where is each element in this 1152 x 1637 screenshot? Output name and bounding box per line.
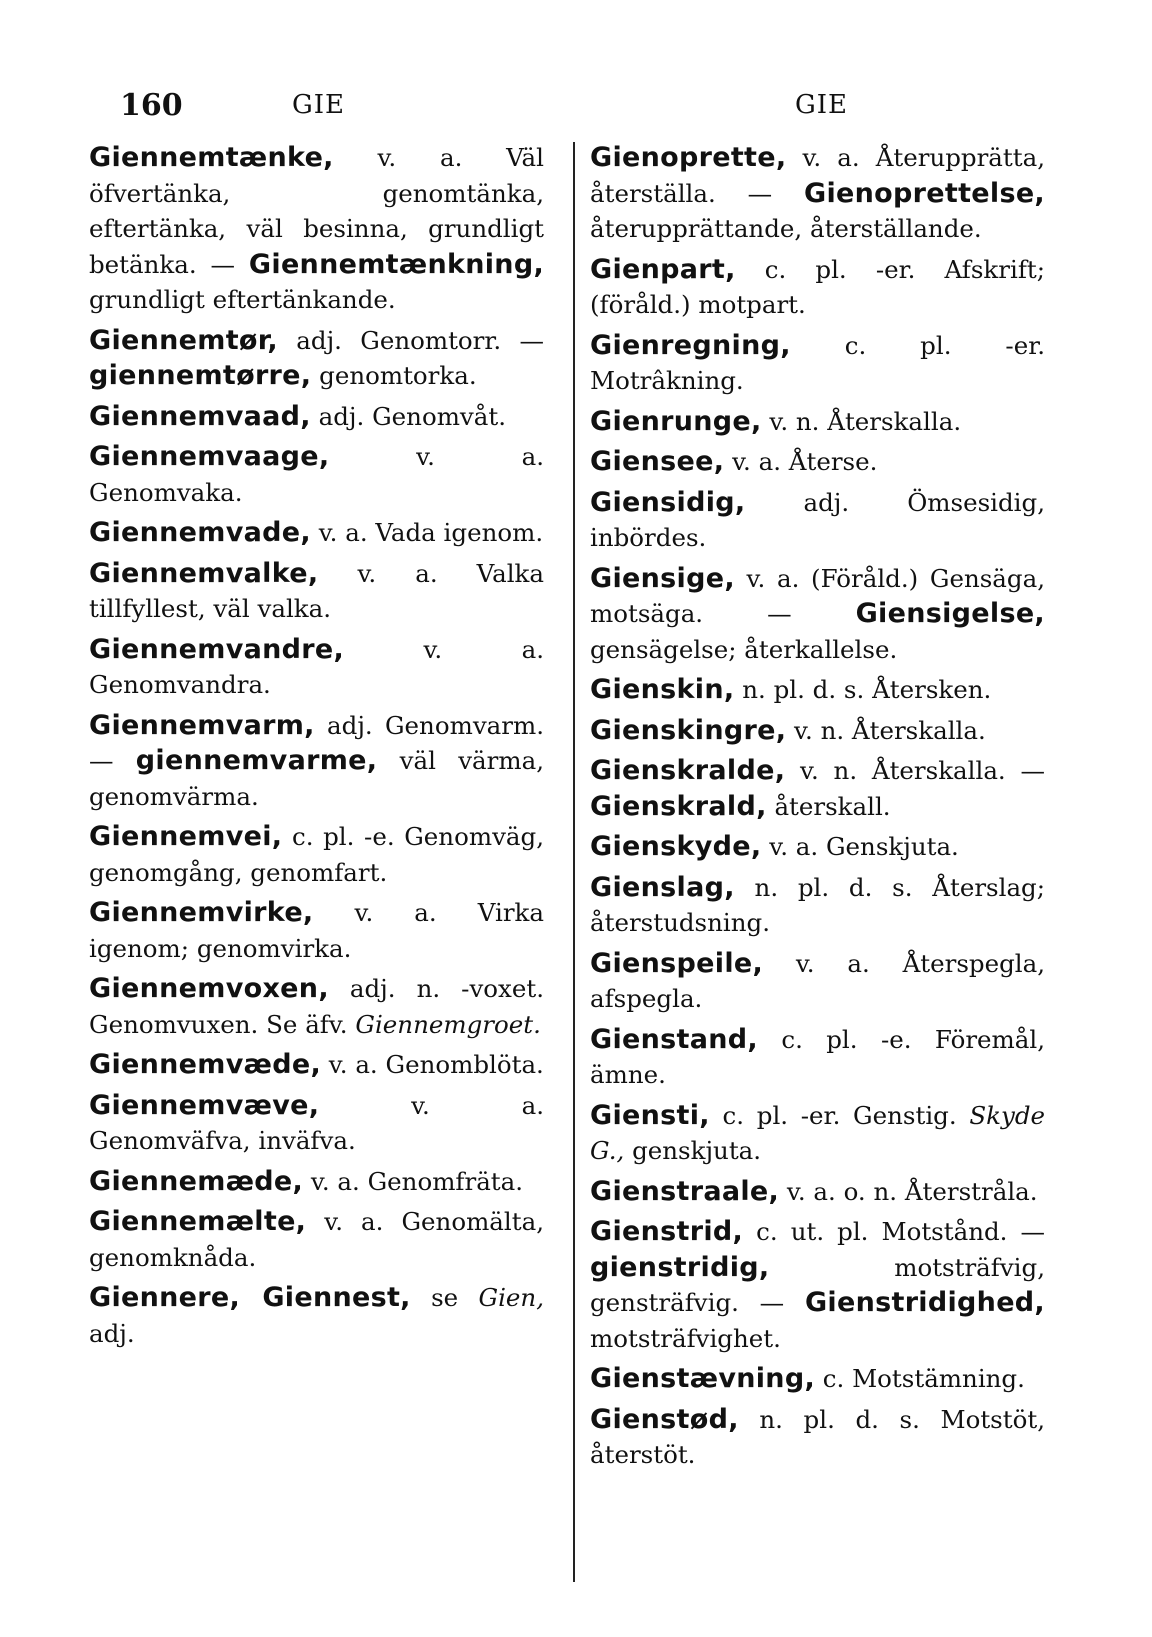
dictionary-entry — [89, 323, 544, 394]
headword: Gienstridighed, — [804, 1287, 1045, 1318]
definition-text: adj. Genomtorr. — — [277, 325, 544, 355]
definition-text: återskall. — [766, 791, 891, 821]
definition-text: v. a. Återse. — [724, 447, 878, 476]
left-column — [89, 140, 544, 1356]
definition-text: c. pl. -er. Motrâkning. — [590, 330, 1045, 395]
definition-text: n. pl. d. s. Återslag; återstudsning. — [590, 872, 1045, 937]
definition-text: v. a. Valka tillfyllest, väl valka. — [89, 558, 544, 623]
definition-text: v. n. Återskalla. — — [785, 756, 1045, 785]
definition-text: grundligt eftertänkande. — [89, 285, 396, 314]
definition-text: v. a. Väl öfvertänka, genomtänka, eftertänka, väl besinna, grundligt betänka. — — [89, 143, 544, 279]
definition-text: c. pl. -e. Genomväg, genomgång, genomfart. — [89, 822, 544, 887]
dictionary-entry — [590, 485, 1045, 556]
definition-text: gensägelse; återkallelse. — [590, 634, 898, 664]
headword: Gienstand, — [590, 1023, 758, 1055]
definition-text: återupprättande, återställande. — [590, 214, 982, 243]
headword: Giennemvaad, — [89, 400, 311, 432]
headword: Gienoprettelse, — [804, 177, 1045, 209]
definition-text: c. pl. -e. Föremål, ämne. — [590, 1024, 1045, 1089]
definition-text: v. a. o. n. Återstråla. — [779, 1176, 1038, 1206]
definition-text: v. n. Återskalla. — [786, 715, 986, 745]
headword: Gienpart, — [590, 253, 736, 285]
definition-text: v. a. Vada igenom. — [310, 518, 544, 547]
headword: Giennemvæve, — [89, 1089, 320, 1121]
dictionary-entry — [590, 1361, 1045, 1397]
dictionary-entry — [89, 1280, 544, 1351]
headword: Gienslag, — [590, 871, 735, 903]
right-column — [590, 140, 1045, 1478]
dictionary-entry — [89, 632, 544, 703]
definition-text: v. a. Genomvandra. — [89, 634, 544, 699]
dictionary-entry — [89, 971, 544, 1042]
headword: Giennemtænke, — [89, 142, 334, 173]
dictionary-entry — [89, 1204, 544, 1275]
italic-reference: Gien, — [478, 1283, 544, 1312]
dictionary-entry — [590, 713, 1045, 749]
definition-text: adj. Genomvarm. — — [89, 710, 544, 775]
dictionary-entry — [89, 439, 544, 510]
headword: Giensti, — [590, 1099, 710, 1131]
dictionary-entry — [89, 140, 544, 318]
headword: Giensigelse, — [855, 598, 1045, 629]
headword: Giennere, Giennest, — [89, 1282, 411, 1313]
definition-text: genomtorka. — [311, 361, 477, 390]
headword: Giennemvade, — [89, 517, 311, 548]
definition-text: väl värma, genomvärma. — [89, 746, 544, 811]
dictionary-entry — [590, 753, 1045, 824]
headword: gienstridig, — [590, 1251, 770, 1283]
dictionary-entry — [590, 946, 1045, 1017]
headword: Giennemælte, — [89, 1206, 307, 1237]
dictionary-entry — [590, 1402, 1045, 1473]
headword: Giensige, — [590, 562, 735, 594]
definition-text: v. a. Genomblöta. — [321, 1050, 544, 1079]
definition-text: v. a. Genomväfva, inväfva. — [89, 1090, 544, 1155]
definition-text: v. a. Genomfräta. — [303, 1166, 524, 1196]
dictionary-entry — [590, 140, 1045, 247]
definition-text: v. a. Återspegla, afspegla. — [590, 948, 1045, 1013]
headword: Giennemvei, — [89, 821, 283, 852]
headword: Gienstød, — [590, 1403, 739, 1435]
headword: Giennemvæde, — [89, 1049, 322, 1080]
left-guide-word: GIE — [292, 90, 346, 120]
italic-reference: Skyde G., — [590, 1100, 1045, 1165]
headword: Giennemvoxen, — [89, 973, 329, 1004]
headword: Giennemvandre, — [89, 633, 345, 665]
definition-text: v. n. Återskalla. — [761, 406, 962, 436]
dictionary-entry — [590, 829, 1045, 865]
definition-text: n. pl. d. s. Motstöt, återstöt. — [590, 1404, 1045, 1469]
dictionary-entry — [89, 1164, 544, 1200]
headword: Gienstrid, — [590, 1216, 744, 1247]
dictionary-entry — [590, 444, 1045, 480]
definition-text: c. Motstämning. — [815, 1364, 1025, 1393]
definition-text: motsträfvighet. — [590, 1323, 781, 1353]
headword: Giensidig, — [590, 486, 746, 518]
headword: Giennemæde, — [89, 1165, 304, 1197]
headword: Gienspeile, — [590, 947, 764, 979]
definition-text: v. a. (Föråld.) Gensäga, motsäga. — — [590, 563, 1045, 628]
dictionary-entry — [590, 561, 1045, 668]
definition-text: c. ut. pl. Motstånd. — — [743, 1217, 1045, 1246]
definition-text: se — [410, 1283, 479, 1312]
dictionary-entry — [89, 515, 544, 551]
definition-text: adj. — [89, 1318, 135, 1348]
headword: Giennemvalke, — [89, 557, 319, 589]
dictionary-entry — [89, 819, 544, 890]
headword: giennemvarme, — [135, 745, 378, 776]
definition-text: v. a. Virka igenom; genomvirka. — [89, 898, 544, 963]
dictionary-entry — [590, 1214, 1045, 1356]
headword: Gienskin, — [590, 674, 735, 705]
page-header — [0, 88, 1152, 128]
definition-text: v. a. Genskjuta. — [761, 832, 959, 861]
headword: Gienstævning, — [590, 1363, 816, 1394]
headword: Gienstraale, — [590, 1175, 780, 1207]
headword: giennemtørre, — [89, 360, 312, 391]
italic-reference: Giennemgroet. — [355, 1009, 541, 1039]
definition-text: v. a. Genomälta, genomknåda. — [89, 1207, 544, 1272]
dictionary-entry — [590, 870, 1045, 941]
headword: Gienskralde, — [590, 755, 786, 786]
headword: Gienskrald, — [590, 790, 767, 822]
headword: Gienskyde, — [590, 831, 762, 862]
definition-text: motsträfvig, gensträfvig. — — [590, 1252, 1045, 1317]
dictionary-entry — [590, 1098, 1045, 1169]
headword: Gienoprette, — [590, 142, 787, 173]
dictionary-entry — [590, 252, 1045, 323]
definition-text: v. a. Genomvaka. — [89, 442, 544, 507]
dictionary-entry — [590, 672, 1045, 708]
dictionary-entry — [89, 556, 544, 627]
dictionary-entry — [89, 1088, 544, 1159]
column-divider — [573, 142, 575, 1582]
definition-text: v. a. Återupprätta, återställa. — — [590, 143, 1045, 208]
headword: Giennemvarm, — [89, 709, 315, 741]
definition-text: c. pl. -er. Afskrift; (föråld.) motpart. — [590, 254, 1045, 319]
definition-text: c. pl. -er. Genstig. — [709, 1100, 970, 1130]
dictionary-entry — [590, 1174, 1045, 1210]
headword: Giennemtænkning, — [248, 248, 544, 280]
definition-text: adj. n. -voxet. Genomvuxen. Se äfv. — [89, 974, 544, 1039]
headword: Gienregning, — [590, 329, 791, 361]
headword: Giennemvirke, — [89, 897, 314, 928]
page-number: 160 — [120, 88, 183, 123]
headword: Giennemvaage, — [89, 441, 330, 472]
right-guide-word: GIE — [795, 90, 849, 120]
headword: Giensee, — [590, 446, 725, 477]
dictionary-entry — [89, 399, 544, 435]
headword: Gienskingre, — [590, 714, 787, 746]
definition-text: adj. Genomvåt. — [310, 401, 507, 431]
dictionary-entry — [590, 328, 1045, 399]
headword: Giennemtør, — [89, 324, 278, 356]
definition-text: n. pl. d. s. Återsken. — [734, 675, 992, 704]
dictionary-entry — [89, 708, 544, 815]
headword: Gienrunge, — [590, 405, 762, 437]
definition-text: genskjuta. — [624, 1136, 762, 1165]
dictionary-entry — [590, 404, 1045, 440]
dictionary-entry — [89, 1047, 544, 1083]
dictionary-entry — [590, 1022, 1045, 1093]
definition-text: adj. Ömsesidig, inbördes. — [590, 487, 1045, 552]
dictionary-entry — [89, 895, 544, 966]
